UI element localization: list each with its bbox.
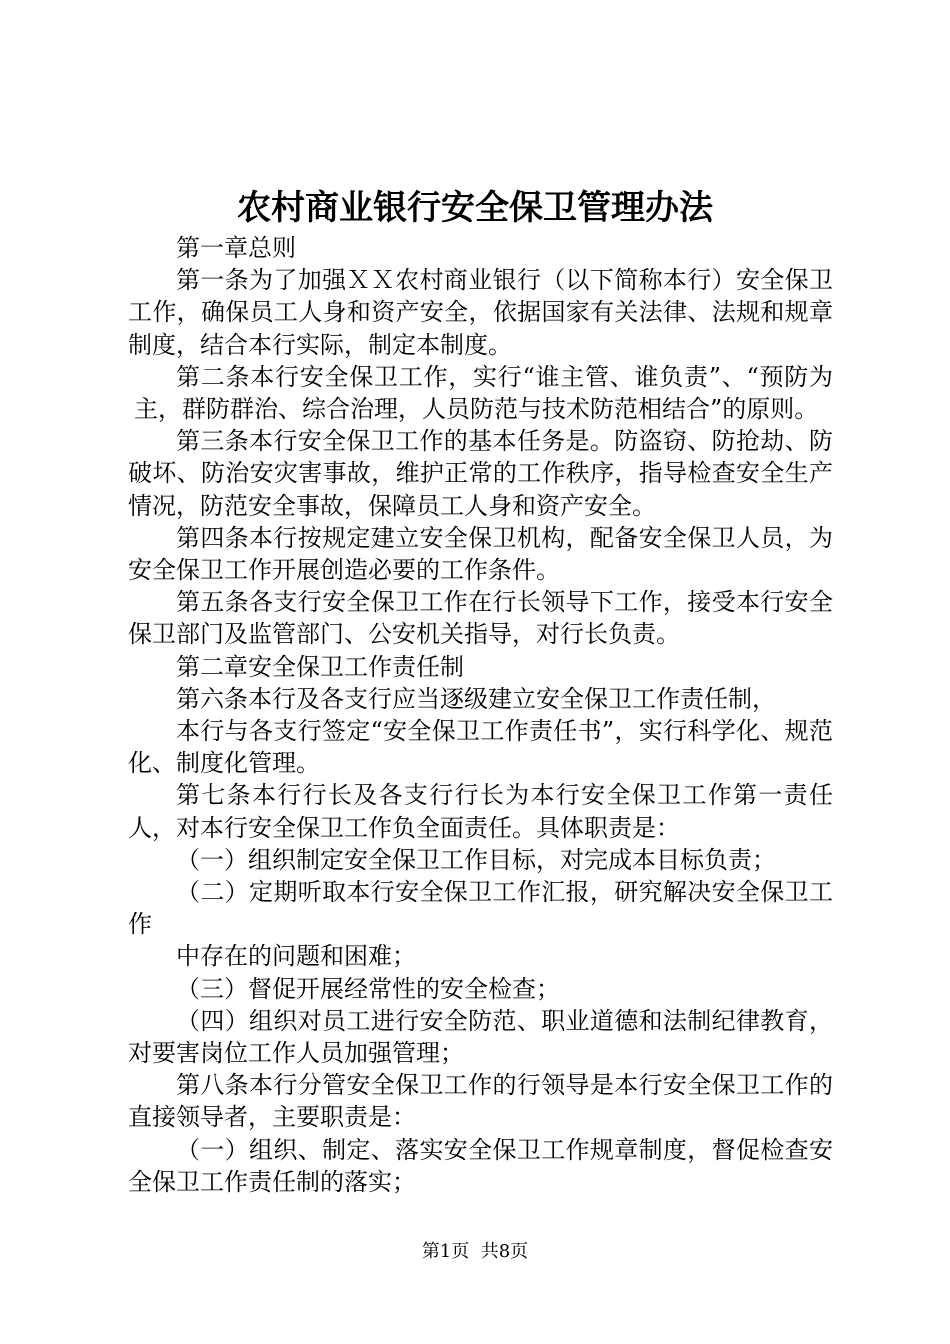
article-paragraph: 第七条本行行长及各支行行长为本行安全保卫工作第一责任人，对本行安全保卫工作负全面责任。具体职责是：	[128, 781, 833, 842]
list-item: （四）组织对员工进行安全防范、职业道德和法制纪律教育，对要害岗位工作人员加强管理；	[128, 1006, 833, 1068]
article-paragraph: 第三条本行安全保卫工作的基本任务是。防盗窃、防抢劫、防破坏、防治安灾害事故，维护正常的工作秩序，指导检查安全生产情况，防范安全事故，保障员工人身和资产安全。	[128, 427, 833, 520]
document-body	[128, 232, 833, 1198]
chapter-heading: 第二章安全保卫工作责任制	[176, 652, 464, 681]
list-item: （一）组织制定安全保卫工作目标，对完成本目标负责；	[176, 845, 776, 874]
list-item: （三）督促开展经常性的安全检查；	[176, 974, 560, 1003]
article-paragraph: 第八条本行分管安全保卫工作的行领导是本行安全保卫工作的直接领导者，主要职责是：	[128, 1071, 833, 1132]
list-item: （一）组织、制定、落实安全保卫工作规章制度，督促检查安全保卫工作责任制的落实；	[128, 1135, 833, 1196]
list-item: （二）定期听取本行安全保卫工作汇报，研究解决安全保卫工作	[128, 878, 833, 939]
page-footer: 第1页 共8页	[421, 1241, 529, 1262]
document-title: 农村商业银行安全保卫管理办法	[237, 188, 713, 228]
article-paragraph: 本行与各支行签定“安全保卫工作责任书”，实行科学化、规范化、制度化管理。	[128, 717, 833, 778]
article-paragraph: 第一条为了加强ＸＸ农村商业银行（以下简称本行）安全保卫工作，确保员工人身和资产安全，依据国家有关法律、法规和规章制度，结合本行实际，制定本制度。	[128, 266, 833, 359]
article-paragraph: 第四条本行按规定建立安全保卫机构，配备安全保卫人员，为安全保卫工作开展创造必要的工作条件。	[128, 523, 833, 585]
chapter-heading: 第一章总则	[176, 234, 296, 262]
list-item-continuation: 中存在的问题和困难；	[176, 942, 416, 971]
article-paragraph: 第五条各支行安全保卫工作在行长领导下工作，接受本行安全保卫部门及监管部门、公安机关指导，对行长负责。	[128, 588, 833, 649]
article-paragraph: 第六条本行及各支行应当逐级建立安全保卫工作责任制，	[176, 684, 776, 713]
article-paragraph: 第二条本行安全保卫工作，实行“谁主管、谁负责”、“预防为主，群防群治、综合治理，人员防范与技术防范相结合”的原则。	[134, 362, 833, 424]
